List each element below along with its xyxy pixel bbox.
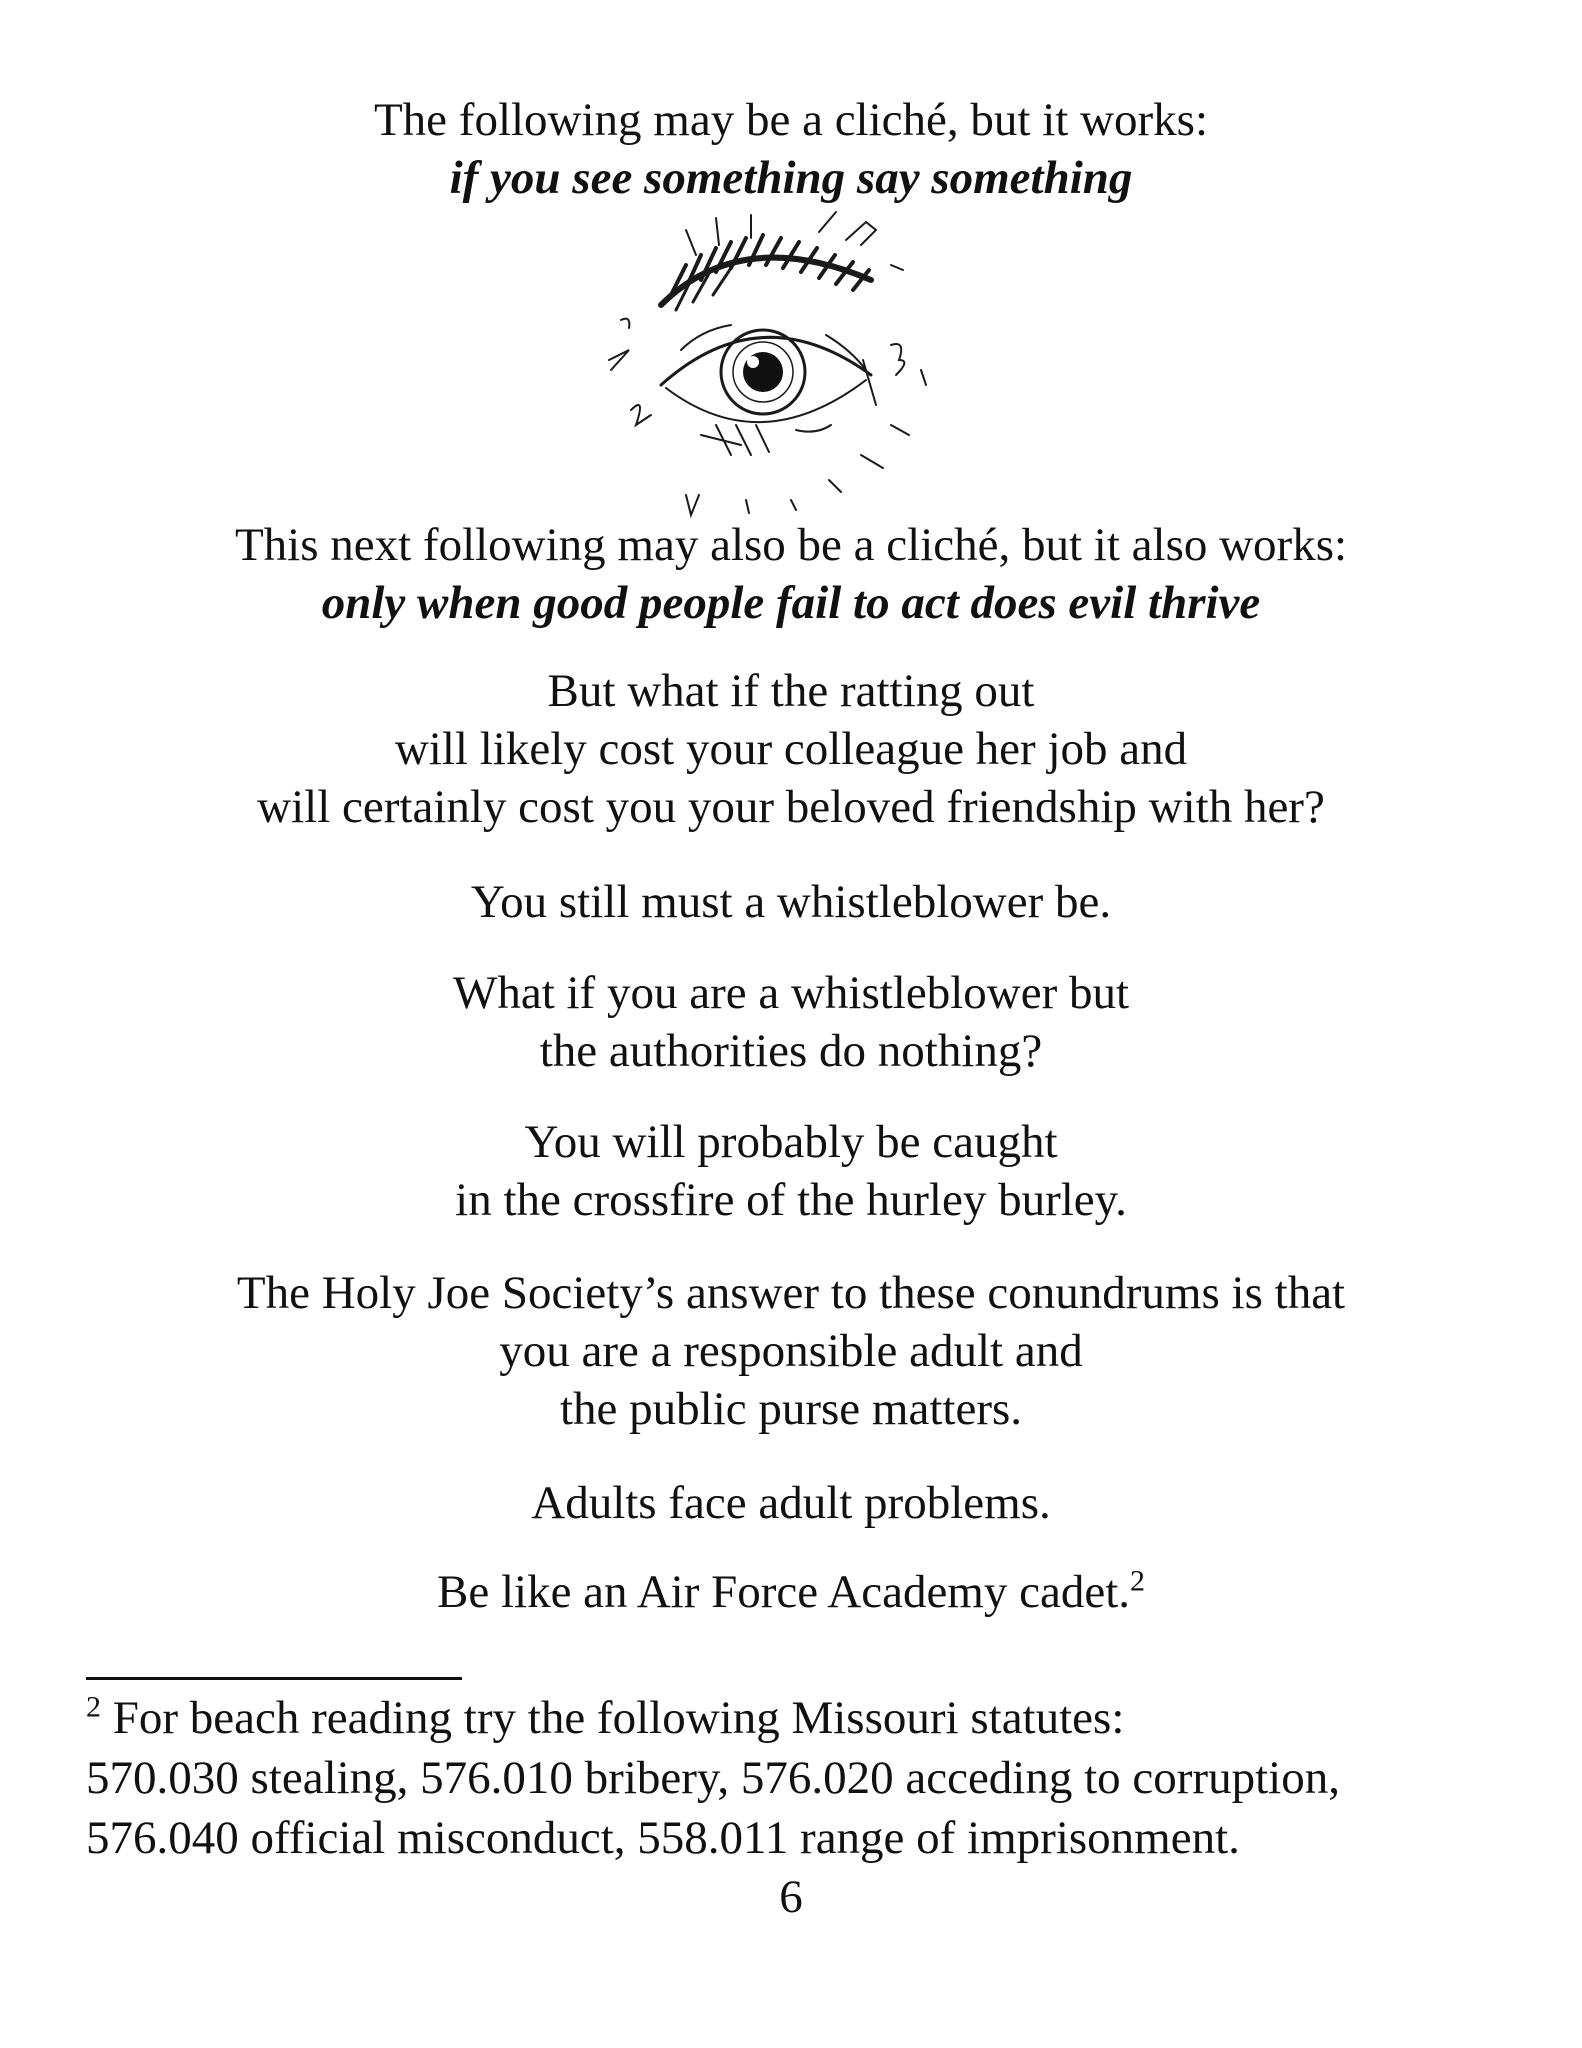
second-emphasis: only when good people fail to act does evil thrive: [321, 577, 1261, 629]
paragraph-line: the public purse matters.: [559, 1383, 1023, 1435]
footnote-line: 570.030 stealing, 576.010 bribery, 576.020 acceding to corruption,: [86, 1752, 1340, 1804]
paragraph-line: you are a responsible adult and: [499, 1325, 1083, 1377]
paragraph-line: Adults face adult problems.: [531, 1477, 1051, 1529]
paragraph-line: You still must a whistleblower be.: [470, 876, 1112, 928]
paragraph-line: But what if the ratting out: [547, 665, 1035, 717]
footnote-line: [86, 1688, 1124, 1748]
intro-line: The following may be a cliché, but it works:: [373, 94, 1209, 146]
intro-emphasis: if you see something say something: [449, 152, 1133, 204]
second-line: This next following may also be a cliché, but it also works:: [234, 519, 1348, 571]
footnote-text: For beach reading try the following Missouri statutes:: [101, 1692, 1125, 1744]
closing-text: Be like an Air Force Academy cadet.: [437, 1566, 1130, 1618]
footnote-reference[interactable]: 2: [1130, 1564, 1145, 1598]
paragraph-line: will likely cost your colleague her job and: [394, 723, 1188, 775]
paragraph-line: in the crossfire of the hurley burley.: [455, 1174, 1127, 1226]
paragraph-line: The Holy Joe Society’s answer to these conundrums is that: [236, 1267, 1346, 1319]
paragraph-line: the authorities do nothing?: [539, 1025, 1043, 1077]
page-number: 6: [779, 1871, 803, 1923]
paragraph-line: will certainly cost you your beloved friendship with her?: [257, 781, 1325, 833]
footnote-line: 576.040 official misconduct, 558.011 range of imprisonment.: [86, 1812, 1240, 1864]
paragraph-line: What if you are a whistleblower but: [452, 967, 1130, 1019]
eye-sketch-icon: [591, 210, 961, 520]
footnote-divider: [86, 1677, 462, 1680]
closing-line: [0, 1563, 1582, 1621]
paragraph-line: You will probably be caught: [524, 1116, 1058, 1168]
footnote-marker: 2: [86, 1690, 101, 1724]
